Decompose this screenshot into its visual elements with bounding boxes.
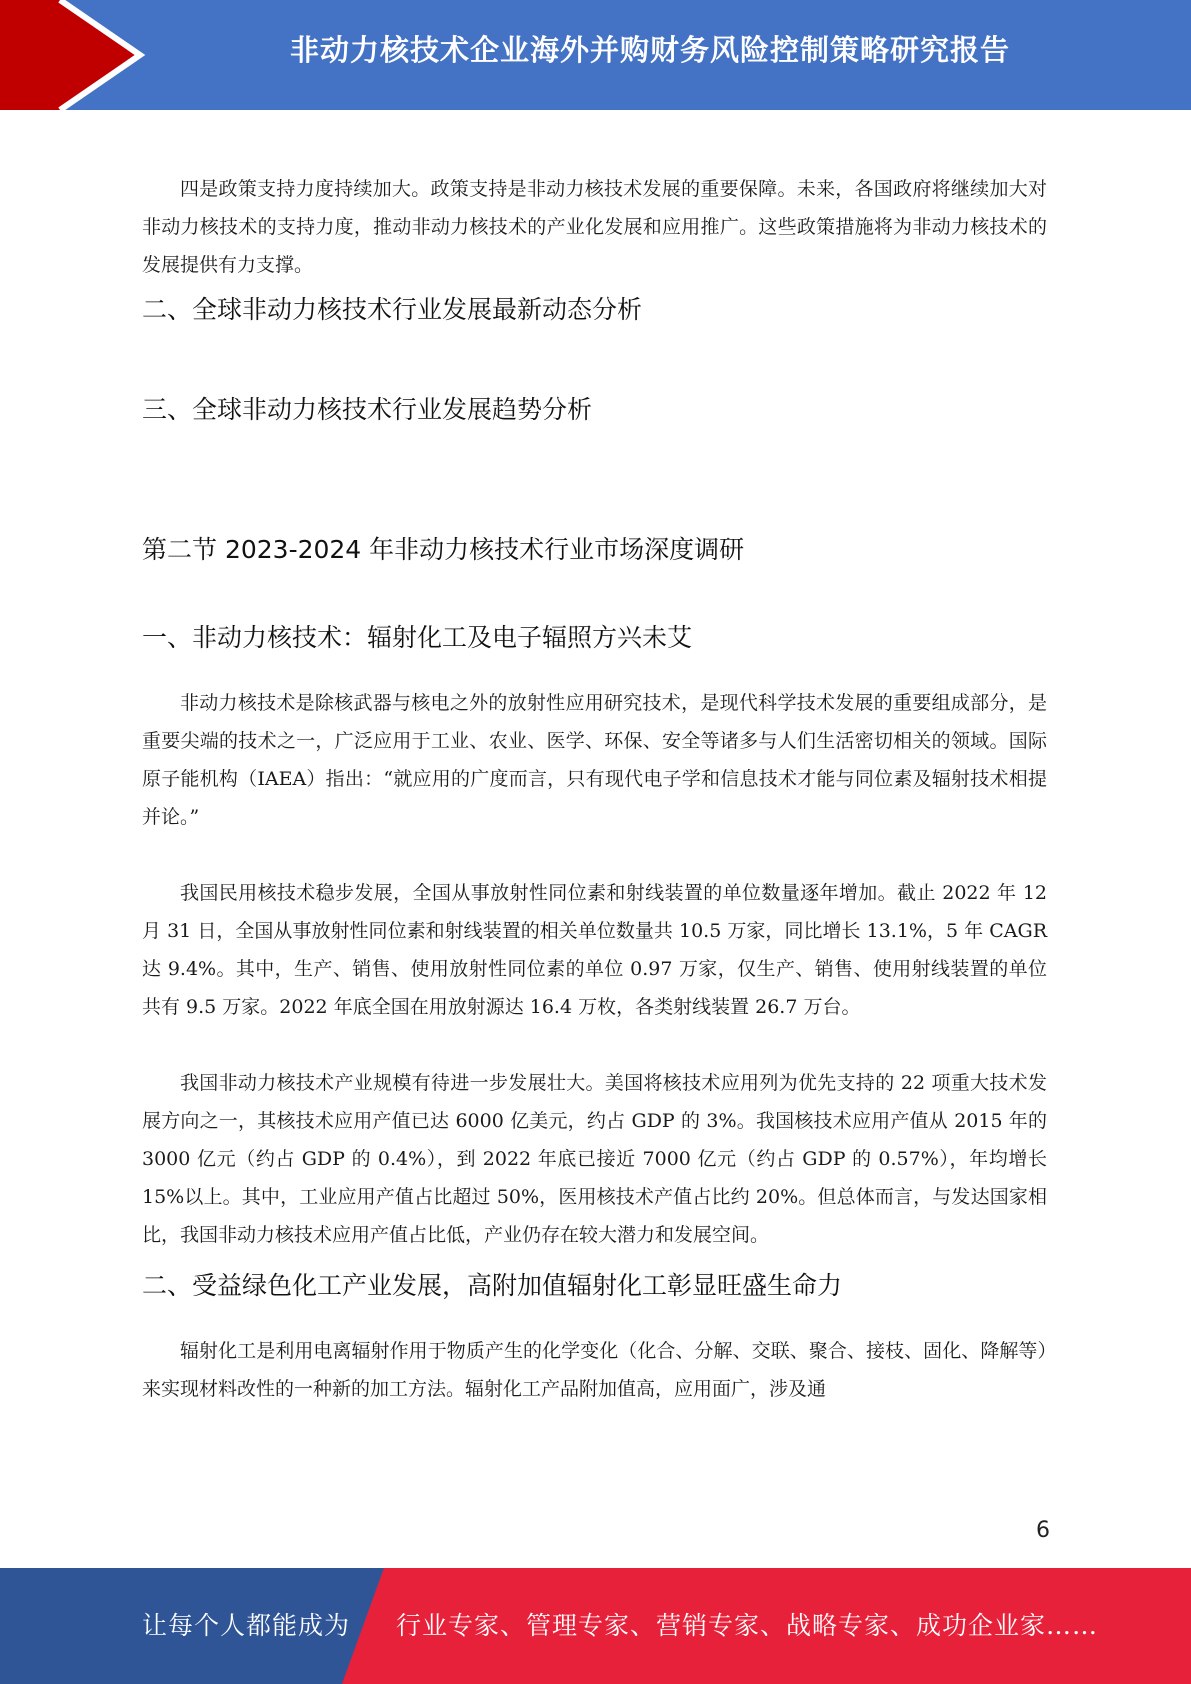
footer-slogan-right: 行业专家、管理专家、营销专家、战略专家、成功企业家……	[396, 1611, 1099, 1640]
page-body	[142, 170, 1047, 1408]
heading-radiation-chemistry: 一、非动力核技术：辐射化工及电子辐照方兴未艾	[142, 623, 693, 652]
page-header	[0, 0, 1191, 110]
paragraph-definition: 非动力核技术是除核武器与核电之外的放射性应用研究技术，是现代科学技术发展的重要组成部分，是重要尖端的技术之一，广泛应用于工业、农业、医学、环保、安全等诸多与人们生活密切相关的领域。国际原子能机构（IAEA）指出：“就应用的广度而言，只有现代电子学和信息技术才能与同位素及辐射技术相提并论。”	[142, 692, 1047, 828]
paragraph-industry-scale: 我国非动力核技术产业规模有待进一步发展壮大。美国将核技术应用列为优先支持的 22 项重大技术发展方向之一，其核技术应用产值已达 6000 亿美元，约占 GDP 的 3%。我国核技术应用产值从 2015 年的 3000 亿元（约占 GDP 的 0.4%），到 2022 年底已接近 7000 亿元（约占 GDP 的 0.57%），年均增长 15%以上。其中，工业应用产值占比超过 50%，医用核技术产值占比约 20%。但总体而言，与发达国家相比，我国非动力核技术应用产值占比低，产业仍存在较大潜力和发展空间。	[142, 1072, 1047, 1246]
page-number: 6	[1036, 1518, 1050, 1543]
heading-section-two: 第二节 2023-2024 年非动力核技术行业市场深度调研	[142, 535, 745, 564]
paragraph-radiation-chemistry: 辐射化工是利用电离辐射作用于物质产生的化学变化（化合、分解、交联、聚合、接枝、固化、降解等）来实现材料改性的一种新的加工方法。辐射化工产品附加值高，应用面广，涉及通	[142, 1340, 1047, 1400]
page-footer	[0, 1568, 1191, 1684]
document-title: 非动力核技术企业海外并购财务风险控制策略研究报告	[289, 33, 1010, 67]
paragraph-policy-support: 四是政策支持力度持续加大。政策支持是非动力核技术发展的重要保障。未来，各国政府将继续加大对非动力核技术的支持力度，推动非动力核技术的产业化发展和应用推广。这些政策措施将为非动力核技术的发展提供有力支撑。	[142, 178, 1047, 276]
footer-slogan-left: 让每个人都能成为	[142, 1611, 351, 1640]
heading-global-trends: 三、全球非动力核技术行业发展趋势分析	[142, 395, 593, 424]
heading-green-chemistry: 二、受益绿色化工产业发展，高附加值辐射化工彰显旺盛生命力	[142, 1271, 843, 1300]
paragraph-domestic-development: 我国民用核技术稳步发展，全国从事放射性同位素和射线装置的单位数量逐年增加。截止 2022 年 12 月 31 日，全国从事放射性同位素和射线装置的相关单位数量共 10.5 万家，同比增长 13.1%，5 年 CAGR 达 9.4%。其中，生产、销售、使用放射性同位素的单位 0.97 万家，仅生产、销售、使用射线装置的单位共有 9.5 万家。2022 年底全国在用放射源达 16.4 万枚，各类射线装置 26.7 万台。	[142, 882, 1047, 1018]
heading-global-dynamics: 二、全球非动力核技术行业发展最新动态分析	[142, 295, 643, 324]
